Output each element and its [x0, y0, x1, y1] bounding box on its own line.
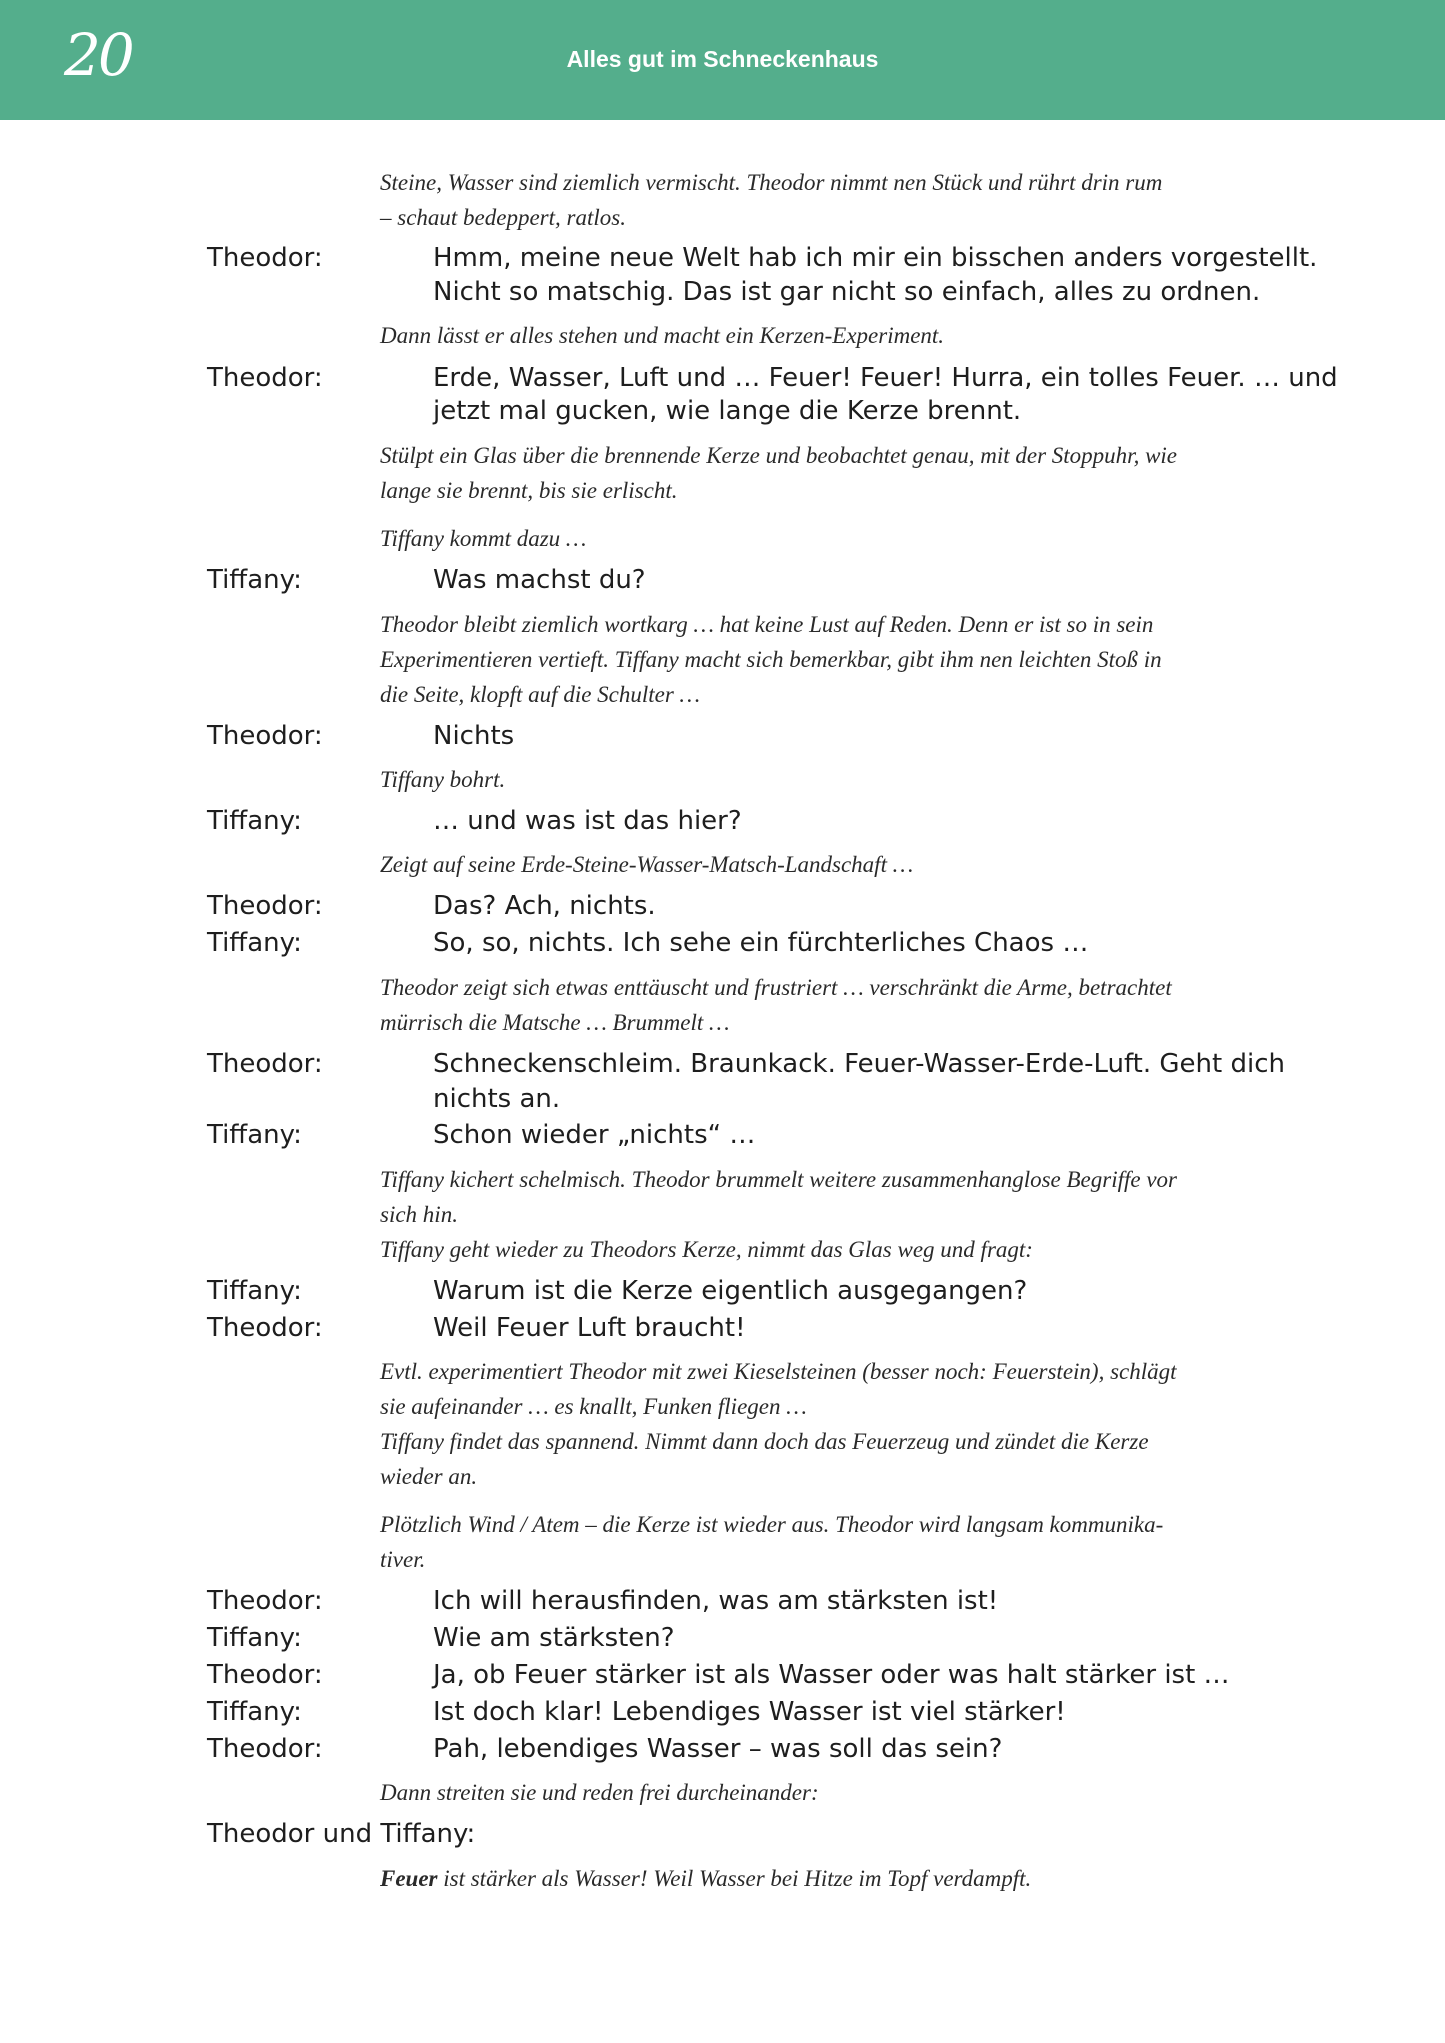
- stage-direction: tiver.: [380, 1547, 426, 1572]
- stage-direction: Tiffany kommt dazu …: [380, 526, 587, 551]
- speaker-name: Theodor:: [207, 721, 323, 751]
- dialogue-line: Wie am stärksten?: [433, 1623, 675, 1653]
- dialogue-line: nichts an.: [433, 1084, 561, 1114]
- stage-direction: wieder an.: [380, 1464, 478, 1489]
- page-number: 20: [64, 21, 132, 89]
- stage-direction: Plötzlich Wind / Atem – die Kerze ist wieder aus. Theodor wird langsam kommunika-: [380, 1512, 1164, 1537]
- stage-direction: Zeigt auf seine Erde-Steine-Wasser-Matsch-Landschaft …: [380, 852, 914, 877]
- dialogue-line: Ja, ob Feuer stärker ist als Wasser oder was halt stärker ist …: [433, 1660, 1230, 1690]
- dialogue-line: Schneckenschleim. Braunkack. Feuer-Wasser-Erde-Luft. Geht dich: [433, 1049, 1285, 1079]
- speaker-name: Theodor:: [207, 1734, 323, 1764]
- stage-direction: Experimentieren vertieft. Tiffany macht sich bemerkbar, gibt ihm nen leichten Stoß in: [380, 647, 1162, 672]
- stage-direction: Theodor zeigt sich etwas enttäuscht und frustriert … verschränkt die Arme, betrachtet: [380, 975, 1172, 1000]
- dialogue-line: Pah, lebendiges Wasser – was soll das sein?: [433, 1734, 1003, 1764]
- speaker-name: Tiffany:: [207, 565, 302, 595]
- dialogue-line: Nichts: [433, 721, 515, 751]
- stage-direction: Evtl. experimentiert Theodor mit zwei Kieselsteinen (besser noch: Feuerstein), schlägt: [380, 1359, 1177, 1384]
- running-title: Alles gut im Schneckenhaus: [566, 46, 879, 72]
- stage-direction: mürrisch die Matsche … Brummelt …: [380, 1010, 730, 1035]
- stage-direction: die Seite, klopft auf die Schulter …: [380, 682, 701, 707]
- speaker-name: Tiffany:: [207, 806, 302, 836]
- dialogue-line: Warum ist die Kerze eigentlich ausgegangen?: [433, 1276, 1028, 1306]
- stage-direction: Stülpt ein Glas über die brennende Kerze und beobachtet genau, mit der Stoppuhr, wie: [380, 443, 1178, 468]
- speaker-name: Tiffany:: [207, 1697, 302, 1727]
- stage-direction: Dann lässt er alles stehen und macht ein Kerzen-Experiment.: [380, 323, 945, 348]
- speaker-name: Theodor:: [207, 1586, 323, 1616]
- speaker-name: Tiffany:: [207, 1623, 302, 1653]
- stage-direction: Steine, Wasser sind ziemlich vermischt. Theodor nimmt nen Stück und rührt drin rum: [380, 170, 1163, 195]
- stage-direction: sich hin.: [380, 1202, 458, 1227]
- dialogue-line: So, so, nichts. Ich sehe ein fürchterliches Chaos …: [433, 928, 1089, 958]
- speaker-name: Theodor:: [207, 1660, 323, 1690]
- dialogue-line: … und was ist das hier?: [433, 806, 742, 836]
- dialogue-line: Ich will herausfinden, was am stärksten ist!: [433, 1586, 999, 1616]
- speaker-name: Theodor:: [207, 1313, 323, 1343]
- stage-direction: Dann streiten sie und reden frei durcheinander:: [380, 1780, 819, 1805]
- dialogue-line: Nicht so matschig. Das ist gar nicht so einfach, alles zu ordnen.: [433, 277, 1261, 307]
- speaker-name: Tiffany:: [207, 1120, 302, 1150]
- stage-direction: lange sie brennt, bis sie erlischt.: [380, 478, 678, 503]
- dialogue-line: Weil Feuer Luft braucht!: [433, 1313, 746, 1343]
- stage-direction: Theodor bleibt ziemlich wortkarg … hat keine Lust auf Reden. Denn er ist so in sein: [380, 612, 1154, 637]
- speaker-name: Tiffany:: [207, 928, 302, 958]
- speaker-name: Theodor und Tiffany:: [207, 1819, 476, 1849]
- speaker-name: Theodor:: [207, 1049, 323, 1079]
- stage-direction-text: ist stärker als Wasser! Weil Wasser bei Hitze im Topf verdampft.: [437, 1866, 1032, 1891]
- dialogue-line: jetzt mal gucken, wie lange die Kerze brennt.: [433, 396, 1022, 426]
- stage-direction: – schaut bedeppert, ratlos.: [380, 205, 626, 230]
- speaker-name: Theodor:: [207, 363, 323, 393]
- speaker-name: Theodor:: [207, 243, 323, 273]
- stage-direction: Tiffany bohrt.: [380, 767, 506, 792]
- dialogue-line: Erde, Wasser, Luft und … Feuer! Feuer! Hurra, ein tolles Feuer. … und: [433, 363, 1338, 393]
- stage-direction: Tiffany geht wieder zu Theodors Kerze, nimmt das Glas weg und fragt:: [380, 1237, 1033, 1262]
- dialogue-line: Schon wieder „nichts“ …: [433, 1120, 756, 1150]
- dialogue-line: Ist doch klar! Lebendiges Wasser ist viel stärker!: [433, 1697, 1066, 1727]
- stage-direction: sie aufeinander … es knallt, Funken fliegen …: [380, 1394, 807, 1419]
- dialogue-line: Was machst du?: [433, 565, 646, 595]
- emphasis-text: Feuer: [380, 1866, 438, 1891]
- dialogue-line: Hmm, meine neue Welt hab ich mir ein bisschen anders vorgestellt.: [433, 243, 1318, 273]
- stage-direction: Tiffany findet das spannend. Nimmt dann doch das Feuerzeug und zündet die Kerze: [380, 1429, 1149, 1454]
- stage-direction: Tiffany kichert schelmisch. Theodor brummelt weitere zusammenhanglose Begriffe vor: [380, 1167, 1178, 1192]
- speaker-name: Tiffany:: [207, 1276, 302, 1306]
- speaker-name: Theodor:: [207, 891, 323, 921]
- stage-direction: [380, 1866, 1031, 1892]
- dialogue-line: Das? Ach, nichts.: [433, 891, 656, 921]
